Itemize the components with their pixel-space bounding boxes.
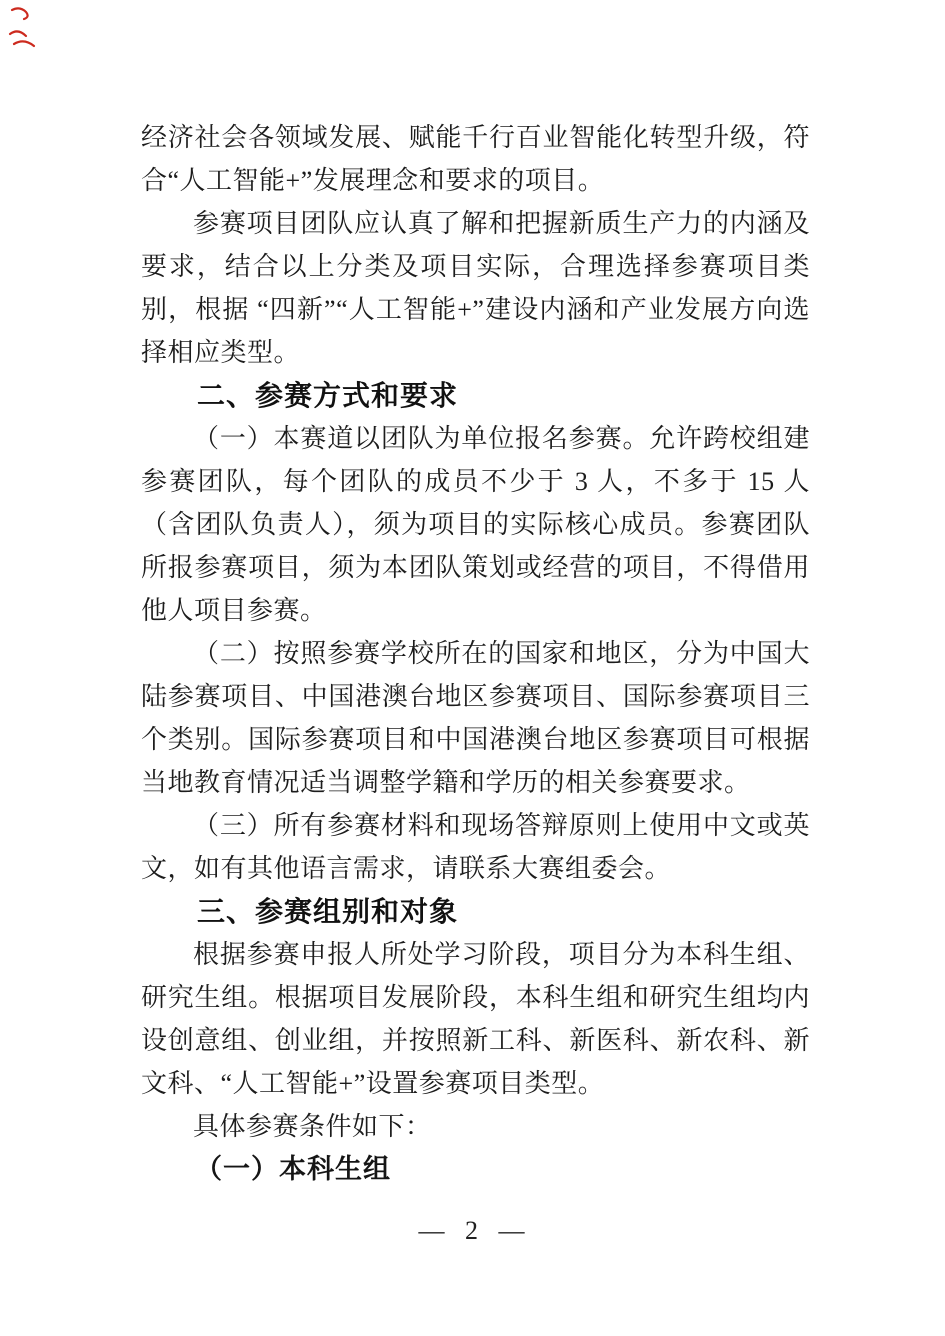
paragraph-lead-in: 具体参赛条件如下： [193,1112,432,1141]
document-body [141,116,810,1191]
page-number: — 2 — [418,1216,527,1245]
paragraph-continuation: 经济社会各领域发展、赋能千行百业智能化转型升级，符合“人工智能+”发展理念和要求的项目。 [141,123,810,195]
paragraph: 根据参赛申报人所处学习阶段，项目分为本科生组、研究生组。根据项目发展阶段，本科生组和研究生组均内设创意组、创业组，并按照新工科、新医科、新农科、新文科、“人工智能+”设置参赛项目类型。 [141,940,810,1098]
red-corner-mark [6,4,42,52]
subsection-heading-undergraduate: （一）本科生组 [195,1154,391,1184]
section-heading-3: 三、参赛组别和对象 [197,896,459,927]
paragraph: 参赛项目团队应认真了解和把握新质生产力的内涵及要求，结合以上分类及项目实际，合理选择参赛项目类别，根据 “四新”“人工智能+”建设内涵和产业发展方向选择相应类型。 [141,209,810,367]
paragraph-item-1: （一）本赛道以团队为单位报名参赛。允许跨校组建参赛团队，每个团队的成员不少于 3 人，不多于 15 人（含团队负责人），须为项目的实际核心成员。参赛团队所报参赛项目，须为本团队策划或经营的项目，不得借用他人项目参赛。 [141,424,810,625]
paragraph-item-3: （三）所有参赛材料和现场答辩原则上使用中文或英文，如有其他语言需求，请联系大赛组委会。 [141,811,810,883]
paragraph-item-2: （二）按照参赛学校所在的国家和地区，分为中国大陆参赛项目、中国港澳台地区参赛项目、国际参赛项目三个类别。国际参赛项目和中国港澳台地区参赛项目可根据当地教育情况适当调整学籍和学历的相关参赛要求。 [141,639,810,797]
section-heading-2: 二、参赛方式和要求 [197,380,459,411]
